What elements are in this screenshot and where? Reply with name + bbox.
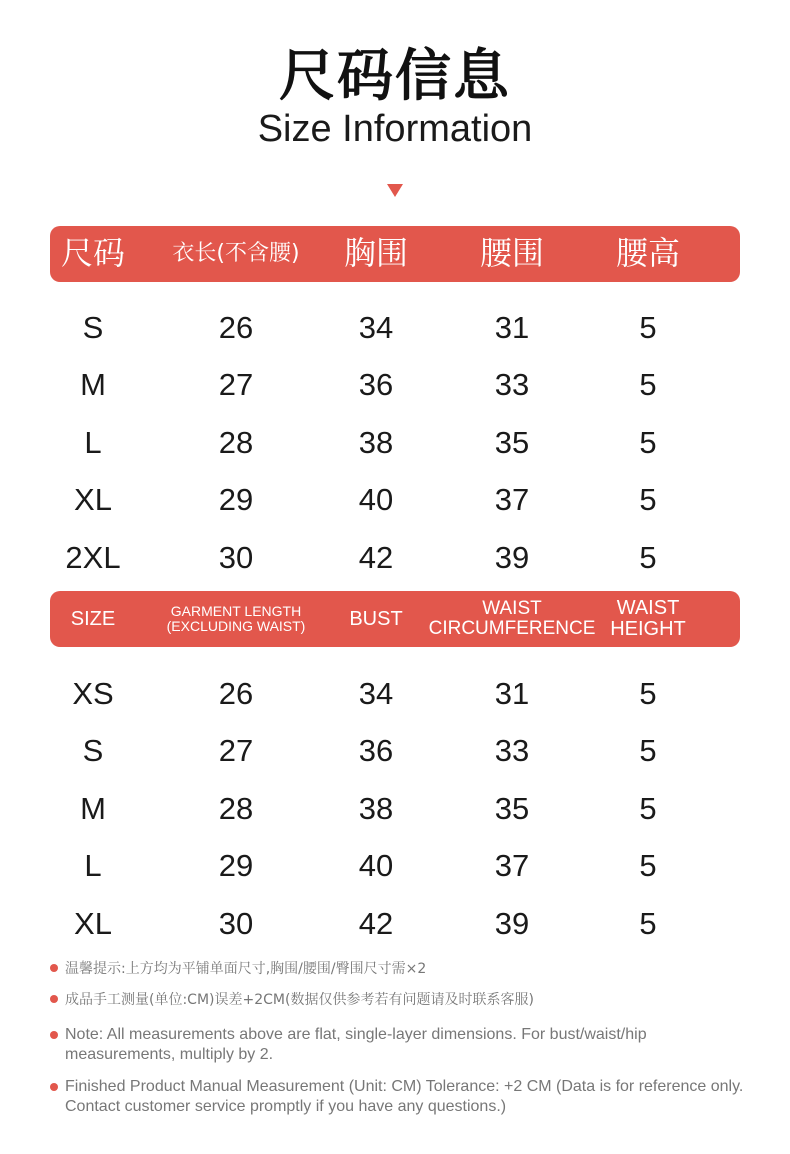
table-row <box>50 723 740 781</box>
header-size-cn: 尺码 <box>60 234 125 273</box>
cell-waist-height: 5 <box>639 733 657 769</box>
header-length-cn: 衣长(不含腰) <box>172 241 300 267</box>
cell-waist-height: 5 <box>639 309 657 345</box>
cell-length: 28 <box>218 424 254 460</box>
cell-size: S <box>82 733 104 769</box>
cell-waist-height: 5 <box>639 482 657 518</box>
cell-waist: 31 <box>494 675 530 711</box>
table-row <box>50 414 740 472</box>
table-row <box>50 299 740 357</box>
cell-waist: 31 <box>494 309 530 345</box>
table-row <box>50 665 740 723</box>
table-row <box>50 780 740 838</box>
bullet-dot-icon <box>50 964 58 972</box>
cell-waist: 35 <box>494 790 530 826</box>
header-height-line1: WAIST <box>616 597 680 619</box>
header-bust-en: BUST <box>349 607 403 630</box>
size-table-en-body <box>50 665 740 953</box>
cell-size: XL <box>74 482 112 518</box>
cell-length: 28 <box>218 790 254 826</box>
cell-length: 26 <box>218 309 254 345</box>
header-length-en <box>150 591 322 647</box>
cell-waist: 37 <box>494 848 530 884</box>
cell-size: XS <box>72 675 114 711</box>
notes-section <box>50 958 750 1117</box>
cell-length: 29 <box>218 848 254 884</box>
bullet-dot-icon <box>50 1083 58 1091</box>
cell-length: 30 <box>218 539 254 575</box>
header-waist-en <box>428 591 596 647</box>
header-bust-cn: 胸围 <box>343 234 408 273</box>
bullet-dot-icon <box>50 995 58 1003</box>
cell-length: 27 <box>218 733 254 769</box>
cell-waist: 37 <box>494 482 530 518</box>
cell-waist-height: 5 <box>639 424 657 460</box>
table-row <box>50 357 740 415</box>
header-waist-height-en <box>602 591 694 647</box>
cell-waist-height: 5 <box>639 905 657 941</box>
cell-bust: 36 <box>358 367 394 403</box>
header-waist-line1: WAIST <box>482 598 542 620</box>
note-item <box>50 1025 750 1065</box>
cell-bust: 40 <box>358 848 394 884</box>
cell-length: 27 <box>218 367 254 403</box>
cell-length: 30 <box>218 905 254 941</box>
cell-size: L <box>84 424 102 460</box>
cell-waist-height: 5 <box>639 848 657 884</box>
cell-waist: 33 <box>494 733 530 769</box>
cell-waist: 35 <box>494 424 530 460</box>
cell-waist-height: 5 <box>639 790 657 826</box>
note-text: Finished Product Manual Measurement (Unit: CM) Tolerance: +2 CM (Data is for reference only. Contact customer service promptly if you have any questions.) <box>65 1078 744 1115</box>
header-waist-cn: 腰围 <box>479 234 544 273</box>
cell-bust: 36 <box>358 733 394 769</box>
note-item <box>50 958 750 980</box>
cell-bust: 38 <box>358 790 394 826</box>
header-length-line1: GARMENT LENGTH <box>170 603 302 620</box>
cell-waist-height: 5 <box>639 367 657 403</box>
header-length-line2: (EXCLUDING WAIST) <box>166 618 306 634</box>
cell-length: 26 <box>218 675 254 711</box>
cell-waist: 39 <box>494 905 530 941</box>
cell-waist-height: 5 <box>639 539 657 575</box>
cell-bust: 42 <box>358 905 394 941</box>
note-text: 温馨提示:上方均为平铺单面尺寸,胸围/腰围/臀围尺寸需×2 <box>65 961 427 977</box>
down-arrow-icon <box>387 184 403 197</box>
cell-bust: 34 <box>358 675 394 711</box>
table-header-cn <box>50 226 740 282</box>
header-waist-line2: CIRCUMFERENCE <box>428 618 596 639</box>
note-item <box>50 989 750 1011</box>
cell-size: S <box>82 309 104 345</box>
bullet-dot-icon <box>50 1031 58 1039</box>
cell-bust: 38 <box>358 424 394 460</box>
note-text: 成品手工测量(单位:CM)误差+2CM(数据仅供参考若有问题请及时联系客服) <box>65 992 534 1008</box>
cell-size: XL <box>74 905 112 941</box>
table-row <box>50 472 740 530</box>
cell-size: 2XL <box>65 539 121 575</box>
note-text: Note: All measurements above are flat, single-layer dimensions. For bust/waist/hip measurements, multiply by 2. <box>65 1026 647 1063</box>
cell-waist-height: 5 <box>639 675 657 711</box>
cell-size: L <box>84 848 102 884</box>
table-row <box>50 895 740 953</box>
cell-bust: 42 <box>358 539 394 575</box>
cell-size: M <box>80 790 106 826</box>
table-row <box>50 529 740 587</box>
cell-bust: 34 <box>358 309 394 345</box>
page-title-cn: 尺码信息 <box>279 44 511 109</box>
header-waist-height-cn: 腰高 <box>615 234 680 273</box>
cell-waist: 33 <box>494 367 530 403</box>
page-title-en: Size Information <box>257 108 533 150</box>
cell-bust: 40 <box>358 482 394 518</box>
cell-waist: 39 <box>494 539 530 575</box>
header-size-en: SIZE <box>70 607 116 630</box>
table-header-en <box>50 591 740 647</box>
note-item <box>50 1077 750 1117</box>
cell-length: 29 <box>218 482 254 518</box>
header-height-line2: HEIGHT <box>610 618 686 640</box>
cell-size: M <box>80 367 106 403</box>
table-row <box>50 838 740 896</box>
size-table-cn-body <box>50 299 740 587</box>
